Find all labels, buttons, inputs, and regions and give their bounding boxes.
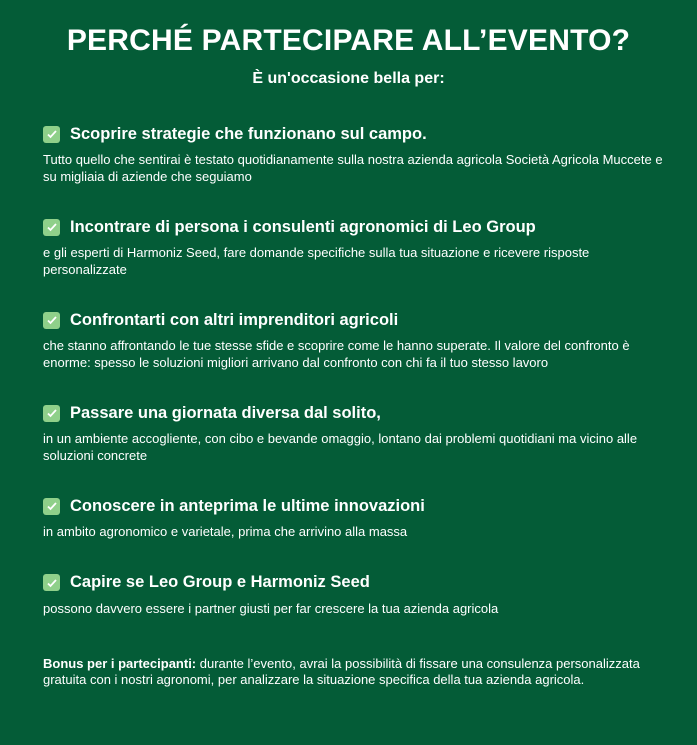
item-heading-text: Confrontarti con altri imprenditori agricoli <box>70 310 399 329</box>
bonus-text: durante l’evento, avrai la possibilità di fissare una consulenza personalizzata gratuita con i nostri agronomi, per analizzare la situazione specifica della tua azienda agricola. <box>43 656 640 687</box>
item-body: in ambito agronomico e varietale, prima che arrivino alla massa <box>43 524 408 539</box>
check-icon <box>43 126 60 143</box>
list-item <box>43 310 663 371</box>
item-body: e gli esperti di Harmoniz Seed, fare domande specifiche sulla tua situazione e ricevere risposte personalizzate <box>43 245 590 277</box>
list-item <box>43 573 663 618</box>
item-heading-text: Passare una giornata diversa dal solito, <box>70 403 381 422</box>
check-icon <box>43 574 60 591</box>
subtitle: È un'occasione bella per: <box>252 70 445 87</box>
item-body: Tutto quello che sentirai è testato quotidianamente sulla nostra azienda agricola Società Agricola Muccete e su migliaia di aziende che seguiamo <box>43 152 663 184</box>
item-heading <box>43 124 663 144</box>
item-body: che stanno affrontando le tue stesse sfide e scoprire come le hanno superate. Il valore del confronto è enorme: spesso le soluzioni migliori arrivano dal confronto con chi fa il tuo stesso lavoro <box>43 338 630 370</box>
item-heading-text: Scoprire strategie che funzionano sul campo. <box>70 124 427 143</box>
bonus-note <box>43 656 663 688</box>
list-item <box>43 124 663 185</box>
benefits-list <box>43 124 663 649</box>
item-heading <box>43 496 663 516</box>
item-heading-text: Capire se Leo Group e Harmoniz Seed <box>70 573 370 591</box>
item-body: in un ambiente accogliente, con cibo e bevande omaggio, lontano dai problemi quotidiani ma vicino alle soluzioni concrete <box>43 431 638 463</box>
bonus-label: Bonus per i partecipanti: <box>43 656 197 671</box>
check-icon <box>43 312 60 329</box>
item-body: possono davvero essere i partner giusti per far crescere la tua azienda agricola <box>43 600 499 616</box>
check-icon <box>43 405 60 422</box>
item-heading-text: Conoscere in anteprima le ultime innovazioni <box>70 496 425 515</box>
list-item <box>43 496 663 541</box>
item-heading <box>43 217 663 237</box>
item-heading <box>43 403 663 423</box>
list-item <box>43 403 663 464</box>
item-heading-text: Incontrare di persona i consulenti agronomici di Leo Group <box>70 217 536 236</box>
list-item <box>43 217 663 278</box>
check-icon <box>43 219 60 236</box>
page-title: PERCHÉ PARTECIPARE ALL’EVENTO? <box>66 24 631 57</box>
item-heading <box>43 573 663 593</box>
check-icon <box>43 498 60 515</box>
item-heading <box>43 310 663 330</box>
